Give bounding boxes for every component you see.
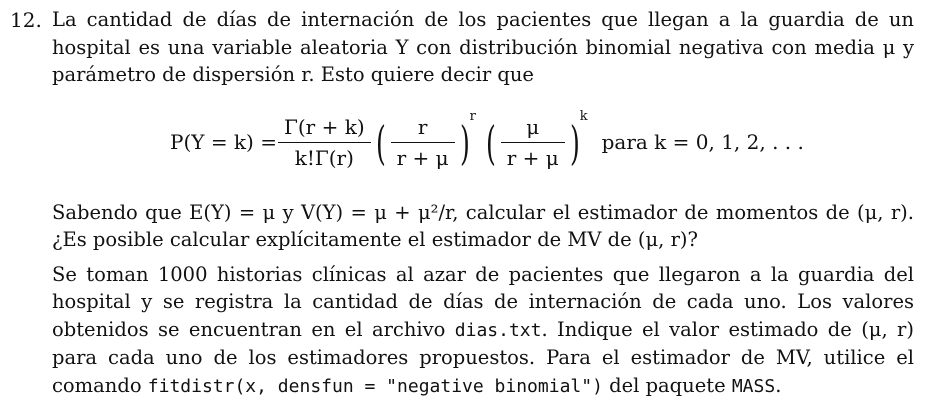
right-paren: ) <box>569 115 580 170</box>
gamma-fraction <box>281 114 368 171</box>
data-text-4: . <box>775 373 782 397</box>
r-command: fitdistr(x, densfun = "negative binomial") <box>147 375 603 397</box>
exercise-body <box>52 6 914 400</box>
pmf-formula <box>52 91 914 195</box>
ratio-fraction-1 <box>394 114 452 171</box>
package-name: MASS <box>731 375 776 397</box>
data-text-1: Se toman 1000 historias clínicas al azar de pacientes que llegaron a la guardia del hospital y se registra la cantidad de días de internación de cada uno. Los valores obtenidos se encuentran en el archivo <box>52 262 914 341</box>
exponent-k: k <box>579 108 588 124</box>
ratio2-numerator: μ <box>526 115 540 139</box>
left-paren: ( <box>485 115 496 170</box>
data-text-2: . Indique el valor estimado de (μ, r) para cada uno de los estimadores propuestos. Para el estimador de MV, utilice el comando <box>52 317 914 397</box>
formula-domain: para k = 0, 1, 2, . . . <box>601 129 804 154</box>
ratio1-denominator: r + μ <box>396 146 449 170</box>
intro-paragraph: La cantidad de días de internación de los pacientes que llegan a la guardia de un hospital es una variable aleatoria Y con distribución binomial negativa con media μ y parámetro de dispersión r. Esto quiere decir que <box>52 8 914 86</box>
ratio1-numerator: r <box>417 115 428 139</box>
right-paren: ) <box>459 115 470 170</box>
gamma-numerator: Γ(r + k) <box>283 115 365 139</box>
ratio2-denominator: r + μ <box>506 146 559 170</box>
exercise-number: 12. <box>10 8 42 32</box>
file-name: dias.txt <box>454 319 542 341</box>
data-text-3: del paquete <box>602 373 732 397</box>
left-paren: ( <box>375 115 386 170</box>
gamma-denominator: k!Γ(r) <box>294 146 354 170</box>
ratio-fraction-2 <box>504 114 562 171</box>
data-paragraph <box>52 261 914 401</box>
moments-paragraph: Sabendo que E(Y) = μ y V(Y) = μ + μ²/r, calcular el estimador de momentos de (μ, r). ¿Es posible calcular explícitamente el estimador de MV de (μ, r)? <box>52 200 914 251</box>
formula-lhs: P(Y = k) = <box>170 129 277 154</box>
exponent-r: r <box>469 108 476 124</box>
